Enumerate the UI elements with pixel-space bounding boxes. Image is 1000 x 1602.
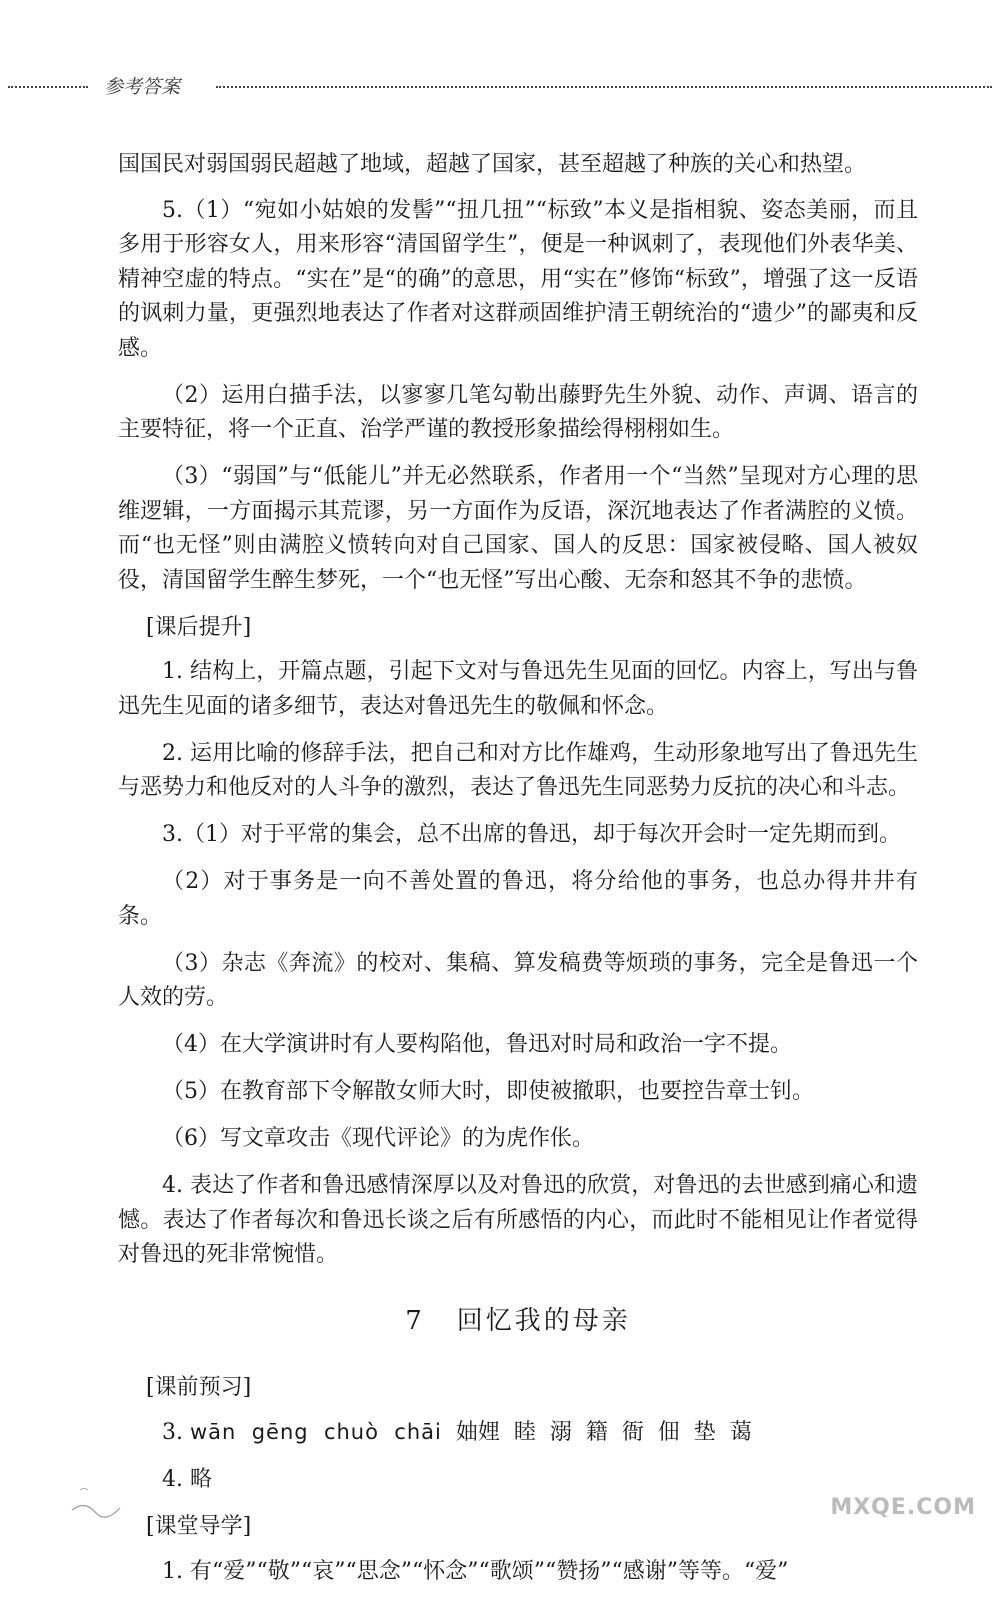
paragraph (118, 1415, 918, 1451)
chapter-number: 7 (405, 1305, 425, 1336)
section-heading: [课前预习] (146, 1374, 252, 1400)
paragraph: 5.（1）“宛如小姑娘的发髻”“扭几扭”“标致”本义是指相貌、姿态美丽，而且多用于形容女人，用来形容“清国留学生”，便是一种讽刺了，表现他们外表华美、精神空虚的特点。“实在”是“的确”的意思，用“实在”修饰“标致”，增强了这一反语的讽刺力量，更强烈地表达了作者对这群顽固维护清王朝统治的“遗少”的鄙夷和反感。 (118, 197, 918, 361)
header-dotted-rule-right (216, 86, 992, 88)
paragraph: （3）“弱国”与“低能儿”并无必然联系，作者用一个“当然”呈现对方心理的思维逻辑，一方面揭示其荒谬，另一方面作为反语，深沉地表达了作者满腔的义愤。而“也无怪”则由满腔义愤转向对自己国家、国人的反思：国家被侵略、国人被奴役，清国留学生醉生梦死，一个“也无怪”写出心酸、无奈和怒其不争的悲愤。 (118, 464, 918, 593)
watermark (826, 1460, 976, 1520)
scribble-mark (70, 1480, 130, 1520)
header-title: 参考答案 (104, 76, 181, 98)
chapter-title-text: 回忆我的母亲 (456, 1305, 631, 1336)
paragraph: （2）对于事务是一向不善处置的鲁迅，将分给他的事务，也总办得井井有条。 (118, 869, 918, 929)
paragraph: （4）在大学演讲时有人要构陷他，鲁迅对时局和政治一字不提。 (162, 1032, 792, 1057)
paragraph: （6）写文章攻击《现代评论》的为虎作伥。 (162, 1126, 594, 1151)
header-dotted-rule-left (8, 86, 88, 88)
chapter-title (118, 1301, 918, 1341)
paragraph: 3.（1）对于平常的集会，总不出席的鲁迅，却于每次开会时一定先期而到。 (162, 822, 901, 847)
pinyin-answers: wān gēng chuò chāi (190, 1420, 442, 1444)
paragraph: 1. 有“爱”“敬”“哀”“思念”“怀念”“歌颂”“赞扬”“感谢”等等。“爱” (162, 1558, 789, 1584)
paragraph: （3）杂志《奔流》的校对、集稿、算发稿费等烦琐的事务，完全是鲁迅一个人效的劳。 (118, 950, 918, 1010)
item-number: 3. (162, 1420, 183, 1445)
page-header (0, 70, 1000, 100)
paragraph: （2）运用白描手法，以寥寥几笔勾勒出藤野先生外貌、动作、声调、语言的主要特征，将一个正直、治学严谨的教授形象描绘得栩栩如生。 (118, 382, 918, 442)
paragraph: 国国民对弱国弱民超越了地域，超越了国家，甚至超越了种族的关心和热望。 (118, 152, 867, 177)
section-heading: [课后提升] (146, 614, 252, 640)
page-content (118, 148, 918, 1602)
paragraph: 1. 结构上，开篇点题，引起下文对与鲁迅先生见面的回忆。内容上，写出与鲁迅先生见面的诸多细节，表达对鲁迅先生的敬佩和怀念。 (118, 659, 918, 719)
paragraph: 4. 略 (162, 1467, 212, 1492)
character-answers: 妯娌 睦 溺 籍 衙 佃 垫 蔼 (455, 1420, 752, 1445)
section-heading: [课堂导学] (146, 1514, 252, 1539)
watermark-text: MXQE.COM (830, 1495, 976, 1520)
paragraph: （5）在教育部下令解散女师大时，即使被撤职，也要控告章士钊。 (162, 1079, 814, 1104)
paragraph: 2. 运用比喻的修辞手法，把自己和对方比作雄鸡，生动形象地写出了鲁迅先生与恶势力和他反对的人斗争的激烈，表达了鲁迅先生同恶势力反抗的决心和斗志。 (118, 740, 918, 800)
paragraph: 4. 表达了作者和鲁迅感情深厚以及对鲁迅的欣赏，对鲁迅的去世感到痛心和遗憾。表达了作者每次和鲁迅长谈之后有所感悟的内心，而此时不能相见让作者觉得对鲁迅的死非常惋惜。 (118, 1173, 918, 1267)
